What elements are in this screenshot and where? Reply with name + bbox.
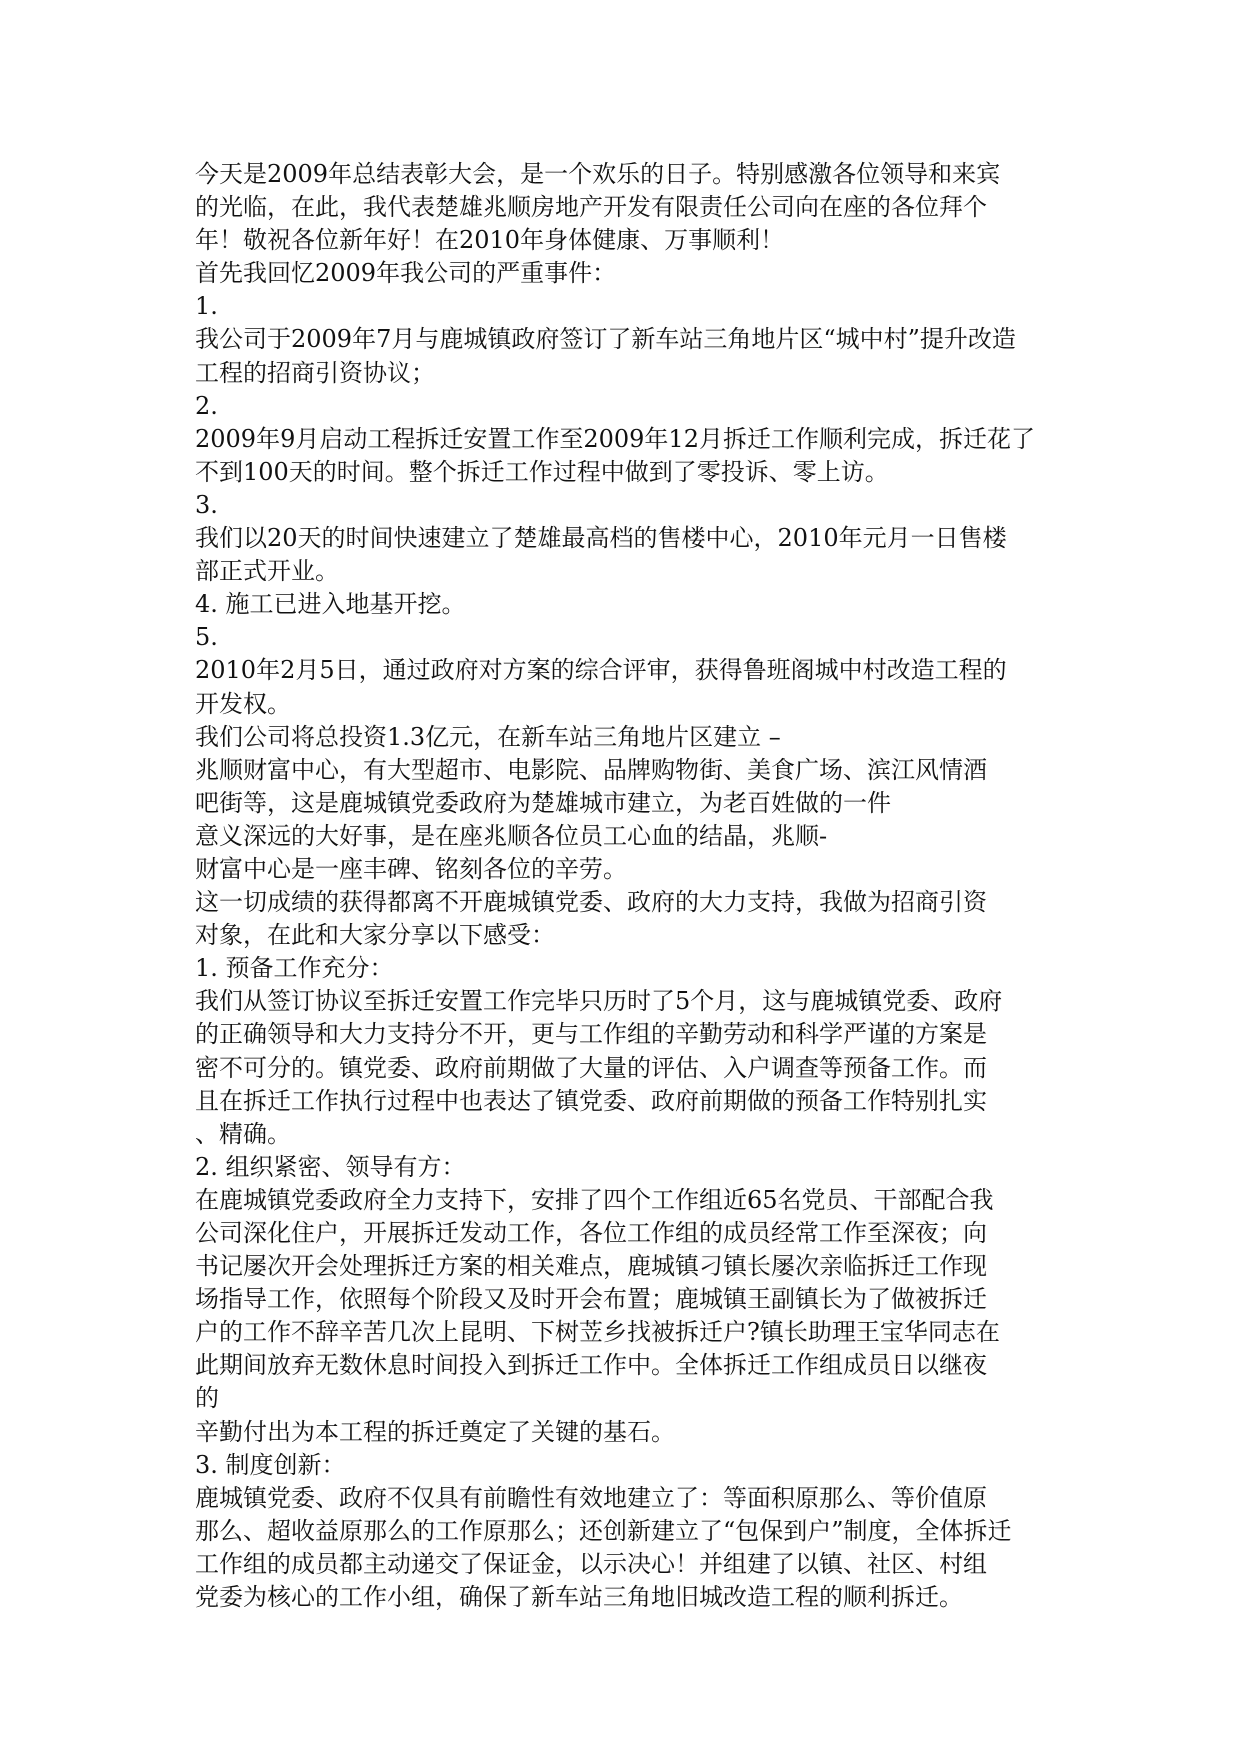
text-line: 2009年9月启动工程拆迁安置工作至2009年12月拆迁工作顺利完成，拆迁花了 (195, 424, 1035, 453)
text-line: 意义深远的大好事，是在座兆顺各位员工心血的结晶，兆顺- (195, 821, 828, 850)
text-line: 4. 施工已进入地基开挖。 (195, 590, 466, 619)
text-line: 1. (195, 292, 218, 321)
text-line: 工程的招商引资协议； (195, 358, 435, 387)
text-line: 的光临，在此，我代表楚雄兆顺房地产开发有限责任公司向在座的各位拜个 (195, 193, 987, 222)
text-line: 3. 制度创新： (195, 1450, 346, 1479)
text-line: 、精确。 (195, 1119, 291, 1148)
text-line: 1. 预备工作充分： (195, 954, 394, 983)
text-line: 且在拆迁工作执行过程中也表达了镇党委、政府前期做的预备工作特别扎实 (195, 1086, 987, 1115)
text-line: 我们以20天的时间快速建立了楚雄最高档的售楼中心，2010年元月一日售楼 (195, 524, 1007, 553)
text-line: 我们公司将总投资1.3亿元，在新车站三角地片区建立 – (195, 722, 781, 751)
text-line: 对象，在此和大家分享以下感受： (195, 921, 555, 950)
text-line: 今天是2009年总结表彰大会，是一个欢乐的日子。特别感激各位领导和来宾 (195, 160, 1001, 188)
text-line: 鹿城镇党委、政府不仅具有前瞻性有效地建立了：等面积原那么、等价值原 (195, 1483, 987, 1512)
text-line: 部正式开业。 (195, 557, 339, 586)
text-line: 2010年2月5日，通过政府对方案的综合评审，获得鲁班阁城中村改造工程的 (195, 656, 1007, 685)
text-line: 我公司于2009年7月与鹿城镇政府签订了新车站三角地片区“城中村”提升改造 (195, 325, 1016, 354)
text-line: 的 (195, 1384, 219, 1413)
text-line: 户的工作不辞辛苦几次上昆明、下树苙乡找被拆迁户?镇长助理王宝华同志在 (195, 1318, 1000, 1347)
text-line: 此期间放弃无数休息时间投入到拆迁工作中。全体拆迁工作组成员日以继夜 (195, 1351, 987, 1380)
text-line: 工作组的成员都主动递交了保证金，以示决心！并组建了以镇、社区、村组 (195, 1549, 987, 1578)
text-line: 我们从签订协议至拆迁安置工作完毕只历时了5个月，这与鹿城镇党委、政府 (195, 987, 1003, 1016)
text-line: 在鹿城镇党委政府全力支持下，安排了四个工作组近65名党员、干部配合我 (195, 1185, 994, 1214)
text-line: 密不可分的。镇党委、政府前期做了大量的评估、入户调查等预备工作。而 (195, 1053, 987, 1082)
text-line: 这一切成绩的获得都离不开鹿城镇党委、政府的大力支持，我做为招商引资 (195, 888, 987, 917)
text-line: 首先我回忆2009年我公司的严重事件： (195, 259, 617, 288)
text-line: 吧街等，这是鹿城镇党委政府为楚雄城市建立，为老百姓做的一件 (195, 788, 891, 817)
text-line: 2. 组织紧密、领导有方： (195, 1152, 466, 1181)
text-line: 3. (195, 490, 218, 519)
text-line: 那么、超收益原那么的工作原那么；还创新建立了“包保到户”制度，全体拆迁 (195, 1516, 1012, 1545)
text-line: 场指导工作，依照每个阶段又及时开会布置；鹿城镇王副镇长为了做被拆迁 (195, 1285, 987, 1314)
text-line: 党委为核心的工作小组，确保了新车站三角地旧城改造工程的顺利拆迁。 (195, 1583, 963, 1612)
text-line: 财富中心是一座丰碑、铭刻各位的辛劳。 (195, 854, 627, 883)
document-body (195, 158, 1065, 1614)
text-line: 的正确领导和大力支持分不开，更与工作组的辛勤劳动和科学严谨的方案是 (195, 1020, 987, 1049)
text-line: 2. (195, 391, 218, 420)
text-line: 兆顺财富中心，有大型超市、电影院、品牌购物街、美食广场、滨江风情酒 (195, 755, 987, 784)
text-line: 辛勤付出为本工程的拆迁奠定了关键的基石。 (195, 1417, 675, 1446)
text-line: 公司深化住户，开展拆迁发动工作，各位工作组的成员经常工作至深夜；向 (195, 1219, 987, 1247)
text-line: 开发权。 (195, 689, 291, 718)
text-line: 5. (195, 623, 218, 652)
text-line: 年！敬祝各位新年好！在2010年身体健康、万事顺利！ (195, 226, 785, 255)
text-line: 不到100天的时间。整个拆迁工作过程中做到了零投诉、零上访。 (195, 457, 889, 486)
text-line: 书记屡次开会处理拆迁方案的相关难点，鹿城镇刁镇长屡次亲临拆迁工作现 (195, 1252, 987, 1281)
